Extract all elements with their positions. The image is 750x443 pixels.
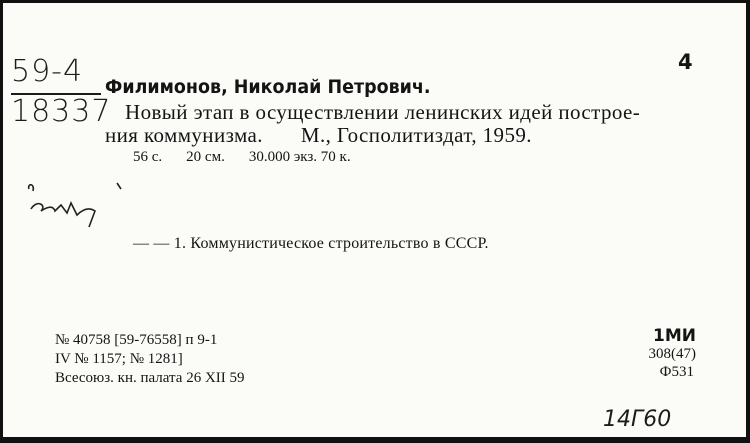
inventory-mark: 14Г60	[603, 407, 672, 432]
handwritten-scribble	[25, 181, 125, 236]
author-sign: Ф531	[659, 364, 694, 380]
sheet-number: 4	[678, 50, 693, 74]
title-line-1: Новый этап в осуществлении ленинских идей построе-	[125, 100, 641, 124]
print-run: 30.000 экз. 70 к.	[248, 149, 351, 165]
size: 20 см.	[186, 149, 225, 165]
physical-description	[133, 149, 375, 166]
call-number-top: 59-4	[11, 54, 84, 89]
press-number-line-2: IV № 1157; № 1281]	[55, 351, 183, 367]
author-heading: Филимонов, Николай Петрович.	[105, 76, 431, 98]
subject-heading: — — 1. Коммунистическое строительство в СССР.	[133, 235, 489, 252]
press-numbers	[55, 331, 245, 388]
classification-code: 308(47)	[648, 346, 696, 362]
call-number	[11, 54, 112, 129]
pages: 56 с.	[133, 149, 163, 165]
book-chamber-line: Всесоюз. кн. палата 26 XII 59	[55, 370, 245, 386]
publication-info: М., Госполитиздат, 1959.	[300, 123, 532, 147]
classification-main: 1МИ	[653, 326, 696, 346]
call-number-bottom: 18337	[11, 94, 112, 129]
title-line-2	[105, 123, 532, 148]
press-number-line-1: № 40758 [59-76558] п 9-1	[55, 332, 218, 348]
title-continuation: ния коммунизма.	[105, 123, 263, 147]
